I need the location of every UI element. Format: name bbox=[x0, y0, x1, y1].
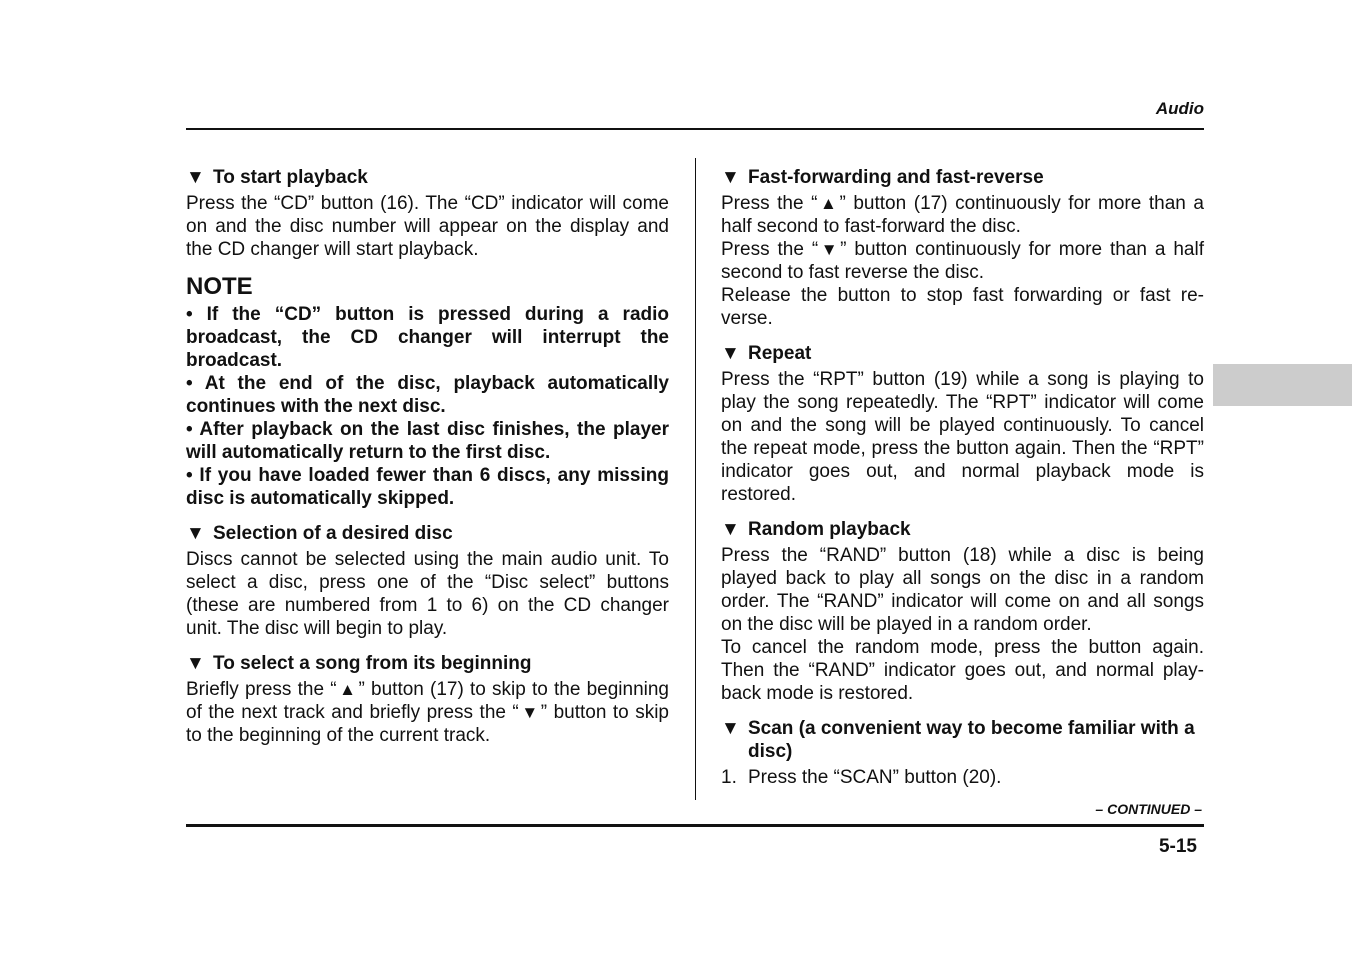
triangle-icon: ▼ bbox=[721, 343, 740, 364]
up-arrow-icon: ▲ bbox=[339, 680, 356, 699]
note-item: • If the “CD” button is pressed during a radio broadcast, the CD changer will interrupt the broadcast. bbox=[186, 304, 669, 371]
down-arrow-icon: ▼ bbox=[820, 240, 838, 259]
heading-scan: ▼ Scan (a convenient way to become familiar with a disc) bbox=[721, 718, 1195, 762]
note-item: • If you have loaded fewer than 6 discs, any missing disc is automatically skipped. bbox=[186, 465, 669, 509]
fast-reverse-text: Press the “ ▼ ” button continuously for more than a half second to fast reverse the disc. bbox=[721, 239, 1204, 283]
left-column bbox=[186, 166, 669, 759]
header-rule bbox=[186, 128, 1204, 130]
page-number: 5-15 bbox=[1158, 836, 1197, 857]
note-title: NOTE bbox=[186, 273, 253, 300]
heading-song-select: ▼ To select a song from its beginning bbox=[186, 653, 532, 674]
up-arrow-icon: ▲ bbox=[820, 194, 837, 213]
triangle-icon: ▼ bbox=[186, 653, 205, 674]
start-playback-text: Press the “CD” button (16). The “CD” indicator will come on and the disc number will appear on the display and the CD changer will start playback. bbox=[186, 193, 669, 260]
footer-rule bbox=[186, 824, 1204, 827]
fast-forward-text: Press the “ ▲ ” button (17) continuously for more than a half second to fast-forward the disc. bbox=[721, 193, 1204, 237]
note-item: • After playback on the last disc finishes, the player will automatically return to the first disc. bbox=[186, 419, 669, 463]
triangle-icon: ▼ bbox=[721, 718, 740, 739]
triangle-icon: ▼ bbox=[186, 167, 205, 188]
triangle-icon: ▼ bbox=[721, 519, 740, 540]
note-item: • At the end of the disc, playback automatically continues with the next disc. bbox=[186, 373, 669, 417]
heading-selection: ▼ Selection of a desired disc bbox=[186, 523, 453, 544]
random-cancel-text: To cancel the random mode, press the button again. Then the “RAND” indicator goes out, and normal playback mode is restored. bbox=[721, 637, 1204, 704]
heading-start-playback: ▼ To start playback bbox=[186, 167, 368, 188]
column-divider bbox=[695, 158, 696, 800]
triangle-icon: ▼ bbox=[721, 167, 740, 188]
note-list bbox=[186, 303, 669, 510]
right-column bbox=[721, 166, 1204, 793]
section-title: Audio bbox=[1155, 99, 1204, 118]
down-arrow-icon: ▼ bbox=[521, 703, 539, 722]
repeat-text: Press the “RPT” button (19) while a song is playing to play the song repeatedly. The “RPT” indicator will come on and the song will be played continuously. To cancel the repeat mode, press the button again. Then the “RPT” indicator goes out, and normal playback mode is restored. bbox=[721, 369, 1204, 505]
selection-text: Discs cannot be selected using the main audio unit. To select a disc, press one of the “Disc select” buttons (these are numbered from 1 to 6) on the CD changer unit. The disc will begin to play. bbox=[186, 549, 669, 639]
heading-repeat: ▼ Repeat bbox=[721, 343, 812, 364]
heading-fast: ▼ Fast-forwarding and fast-reverse bbox=[721, 167, 1044, 188]
song-select-text: Briefly press the “ ▲ ” button (17) to skip to the beginning of the next track and briefly press the “ ▼ ” button to skip to the beginning of the current track. bbox=[186, 679, 670, 746]
continued-label: – CONTINUED – bbox=[1095, 801, 1202, 817]
release-text: Release the button to stop fast forwarding or fast reverse. bbox=[721, 285, 1204, 329]
heading-random: ▼ Random playback bbox=[721, 519, 911, 540]
section-tab bbox=[1213, 364, 1352, 406]
triangle-icon: ▼ bbox=[186, 523, 205, 544]
random-text: Press the “RAND” button (18) while a disc is being played back to play all songs on the disc in a random order. The “RAND” indicator will come on and all songs on the disc will be played in a random order. bbox=[721, 545, 1204, 635]
scan-step: 1. Press the “SCAN” button (20). bbox=[721, 767, 1002, 788]
